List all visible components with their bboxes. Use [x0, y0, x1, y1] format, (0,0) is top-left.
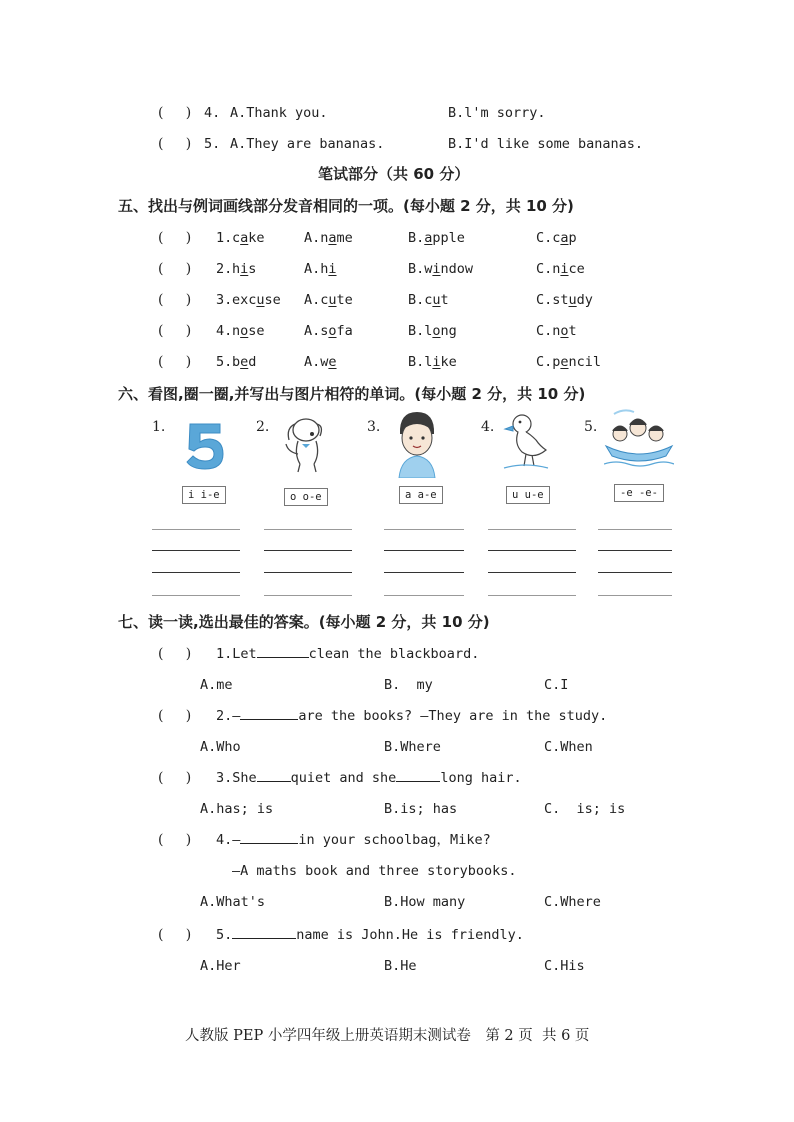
page-footer: 人教版 PEP 小学四年级上册英语期末测试卷 第 2 页 共 6 页 [185, 1028, 590, 1044]
option-b: B.like [408, 354, 457, 370]
option-a: A.They are bananas. [230, 136, 385, 152]
writing-line[interactable] [598, 595, 672, 596]
answer-paren[interactable]: ( ) [158, 261, 192, 277]
option-c: C.nice [536, 261, 585, 277]
answer-blank[interactable] [257, 645, 309, 658]
example-word: bed [232, 354, 257, 370]
answer-paren[interactable]: ( ) [158, 230, 192, 246]
underlined-letters: i [328, 261, 337, 277]
answer-blank[interactable] [396, 769, 440, 782]
underlined-letters: a [328, 230, 337, 246]
section5-heading: 五、找出与例词画线部分发音相同的一项。(每小题 2 分，共 10 分) [118, 197, 574, 215]
answer-paren[interactable]: ( ) [158, 646, 192, 662]
option-b: B. my [384, 677, 433, 693]
option-a: A.What's [200, 894, 266, 910]
answer-blank[interactable] [240, 707, 298, 720]
q-number: 4. [204, 105, 221, 121]
option-a: A.Who [200, 739, 241, 755]
item-number: 1. [152, 419, 166, 435]
q-number: 3. [216, 292, 233, 308]
writing-line[interactable] [488, 572, 576, 573]
underlined-letters: i [240, 261, 249, 277]
q-number: 5. [216, 354, 233, 370]
writing-line[interactable] [598, 572, 672, 573]
writing-line[interactable] [598, 550, 672, 551]
option-b: B.cut [408, 292, 449, 308]
underlined-letters: i [432, 261, 441, 277]
writing-line[interactable] [384, 595, 464, 596]
option-c: C.When [544, 739, 593, 755]
writing-line[interactable] [488, 529, 576, 530]
underlined-letters: i [560, 261, 569, 277]
option-a: A.me [200, 677, 233, 693]
answer-paren[interactable]: ( ) [158, 708, 192, 724]
example-word: excuse [232, 292, 281, 308]
writing-line[interactable] [264, 529, 352, 530]
option-c: C.study [536, 292, 593, 308]
writing-line[interactable] [598, 529, 672, 530]
answer-blank[interactable] [257, 769, 291, 782]
option-c: C.I [544, 677, 569, 693]
answer-paren[interactable]: ( ) [158, 927, 192, 943]
writing-line[interactable] [488, 595, 576, 596]
writing-line[interactable] [152, 572, 240, 573]
underlined-letters: u [256, 292, 265, 308]
underlined-letters: o [240, 323, 249, 339]
option-c: C.Where [544, 894, 601, 910]
option-b: B.l'm sorry. [448, 105, 546, 121]
option-b: B.apple [408, 230, 465, 246]
option-b: B.Where [384, 739, 441, 755]
example-word: his [232, 261, 257, 277]
example-word: cake [232, 230, 265, 246]
option-c: C.His [544, 958, 585, 974]
question-text: 1.Let clean the blackboard. [216, 646, 480, 662]
option-a: A.name [304, 230, 353, 246]
question-text: 4.— in your schoolbag，Mike? [216, 832, 491, 848]
answer-paren[interactable]: ( ) [158, 136, 192, 152]
item-number: 5. [584, 419, 598, 435]
item-number: 2. [256, 419, 270, 435]
question-text: 3.She quiet and she long hair. [216, 770, 522, 786]
writing-line[interactable] [384, 572, 464, 573]
underlined-letters: o [432, 323, 441, 339]
underlined-letters: u [328, 292, 337, 308]
answer-blank[interactable] [232, 926, 296, 939]
q-number: 4. [216, 323, 233, 339]
option-a: A.Thank you. [230, 105, 328, 121]
option-b: B.is; has [384, 801, 458, 817]
underlined-letters: u [568, 292, 577, 308]
writing-line[interactable] [384, 529, 464, 530]
puppy-icon [276, 414, 334, 476]
children-in-boat-icon [604, 406, 674, 470]
underlined-letters: e [240, 354, 249, 370]
question-response: —A maths book and three storybooks. [232, 863, 517, 879]
writing-line[interactable] [384, 550, 464, 551]
vowel-choice-box[interactable]: u u-e [506, 486, 550, 504]
answer-blank[interactable] [240, 831, 298, 844]
underlined-letters: i [432, 354, 441, 370]
question-text: 5. name is John.He is friendly. [216, 927, 524, 943]
number-five-icon [182, 420, 226, 472]
underlined-letters: e [560, 354, 569, 370]
option-c: C.not [536, 323, 577, 339]
answer-paren[interactable]: ( ) [158, 770, 192, 786]
option-a: A.Her [200, 958, 241, 974]
answer-paren[interactable]: ( ) [158, 323, 192, 339]
option-a: A.cute [304, 292, 353, 308]
option-b: B.long [408, 323, 457, 339]
option-b: B.window [408, 261, 474, 277]
underlined-letters: e [328, 354, 337, 370]
vowel-choice-box[interactable]: o o-e [284, 488, 328, 506]
vowel-choice-box[interactable]: -e -e- [614, 484, 664, 502]
answer-paren[interactable]: ( ) [158, 292, 192, 308]
option-a: A.sofa [304, 323, 353, 339]
item-number: 4. [481, 419, 495, 435]
item-number: 3. [367, 419, 381, 435]
underlined-letters: o [560, 323, 569, 339]
underlined-letters: a [240, 230, 249, 246]
underlined-letters: a [424, 230, 433, 246]
writing-line[interactable] [488, 550, 576, 551]
option-c: C.pencil [536, 354, 602, 370]
option-c: C.cap [536, 230, 577, 246]
q-number: 2. [216, 261, 233, 277]
answer-paren[interactable]: ( ) [158, 354, 192, 370]
vowel-choice-box[interactable]: i i-e [182, 486, 226, 504]
section7-heading: 七、读一读,选出最佳的答案。(每小题 2 分，共 10 分) [118, 613, 490, 631]
option-b: B.I'd like some bananas. [448, 136, 644, 152]
option-a: A.hi [304, 261, 337, 277]
writing-line[interactable] [152, 550, 240, 551]
section6-heading: 六、看图,圈一圈,并写出与图片相符的单词。(每小题 2 分，共 10 分) [118, 385, 586, 403]
option-c: C. is; is [544, 801, 626, 817]
answer-paren[interactable]: ( ) [158, 832, 192, 848]
writing-line[interactable] [152, 529, 240, 530]
option-a: A.we [304, 354, 337, 370]
underlined-letters: a [560, 230, 569, 246]
writing-line[interactable] [264, 550, 352, 551]
option-a: A.has; is [200, 801, 274, 817]
vowel-choice-box[interactable]: a a-e [399, 486, 443, 504]
q-number: 5. [204, 136, 221, 152]
written-part-title: 笔试部分（共 60 分） [318, 165, 470, 183]
question-text: 2.— are the books? —They are in the study. [216, 708, 608, 724]
underlined-letters: u [432, 292, 441, 308]
boy-face-icon [393, 408, 441, 478]
duck-icon [500, 410, 550, 474]
option-b: B.He [384, 958, 417, 974]
underlined-letters: o [328, 323, 337, 339]
option-b: B.How many [384, 894, 466, 910]
writing-line[interactable] [264, 572, 352, 573]
writing-line[interactable] [152, 595, 240, 596]
writing-line[interactable] [264, 595, 352, 596]
answer-paren[interactable]: ( ) [158, 105, 192, 121]
q-number: 1. [216, 230, 233, 246]
example-word: nose [232, 323, 265, 339]
